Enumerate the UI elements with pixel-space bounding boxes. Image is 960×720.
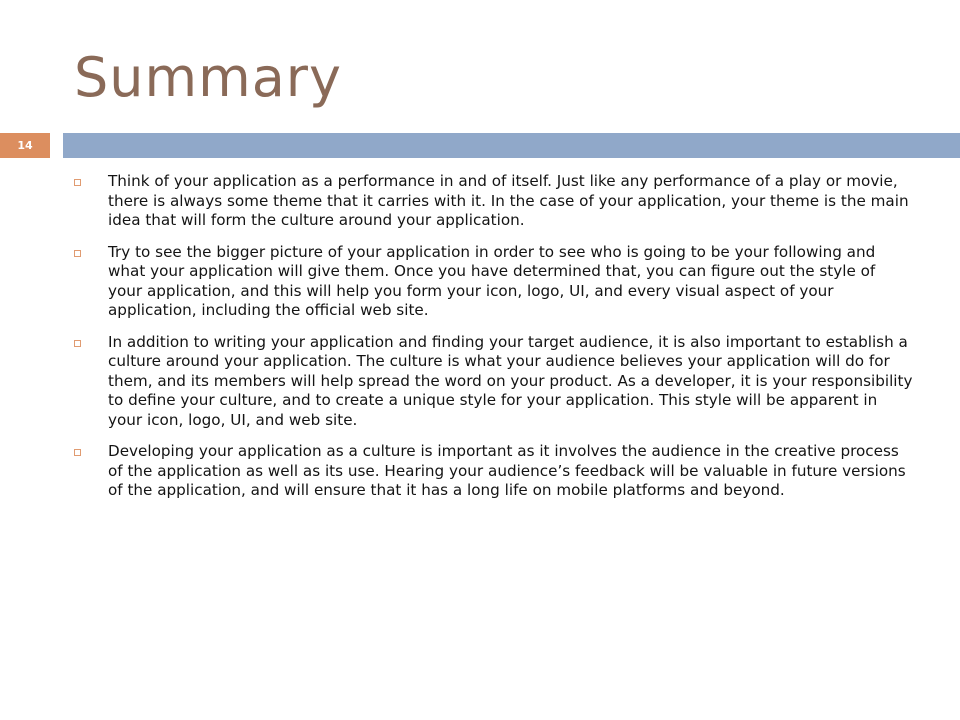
slide-number: 14 [0, 133, 50, 158]
bullet-item [74, 172, 914, 231]
slide-title: Summary [74, 46, 342, 109]
square-bullet-icon [74, 449, 81, 456]
bullet-item [74, 243, 914, 321]
header-bar [63, 133, 960, 158]
bullet-text: Try to see the bigger picture of your application in order to see who is going to be your following and what your application will give them. Once you have determined that, you can figure out the style of your application, and this will help you form your icon, logo, UI, and every visual aspect of your application, including the official web site. [108, 242, 876, 319]
square-bullet-icon [74, 250, 81, 257]
bullet-list [74, 172, 914, 513]
square-bullet-icon [74, 179, 81, 186]
square-bullet-icon [74, 340, 81, 347]
bullet-text: Think of your application as a performance in and of itself. Just like any performance of a play or movie, there is always some theme that it carries with it. In the case of your application, your theme is the main idea that will form the culture around your application. [108, 172, 909, 229]
bullet-item [74, 442, 914, 501]
bullet-text: Developing your application as a culture is important as it involves the audience in the creative process of the application as well as its use. Hearing your audience’s feedback will be valuable in future versions of the application, and will ensure that it has a long life on mobile platforms and beyond. [108, 442, 906, 499]
bullet-item [74, 333, 914, 431]
bullet-text: In addition to writing your application and finding your target audience, it is also important to establish a culture around your application. The culture is what your audience believes your application will do for them, and its members will help spread the word on your product. As a developer, it is your responsibility to define your culture, and to create a unique style for your application. This style will be apparent in your icon, logo, UI, and web site. [108, 332, 913, 429]
